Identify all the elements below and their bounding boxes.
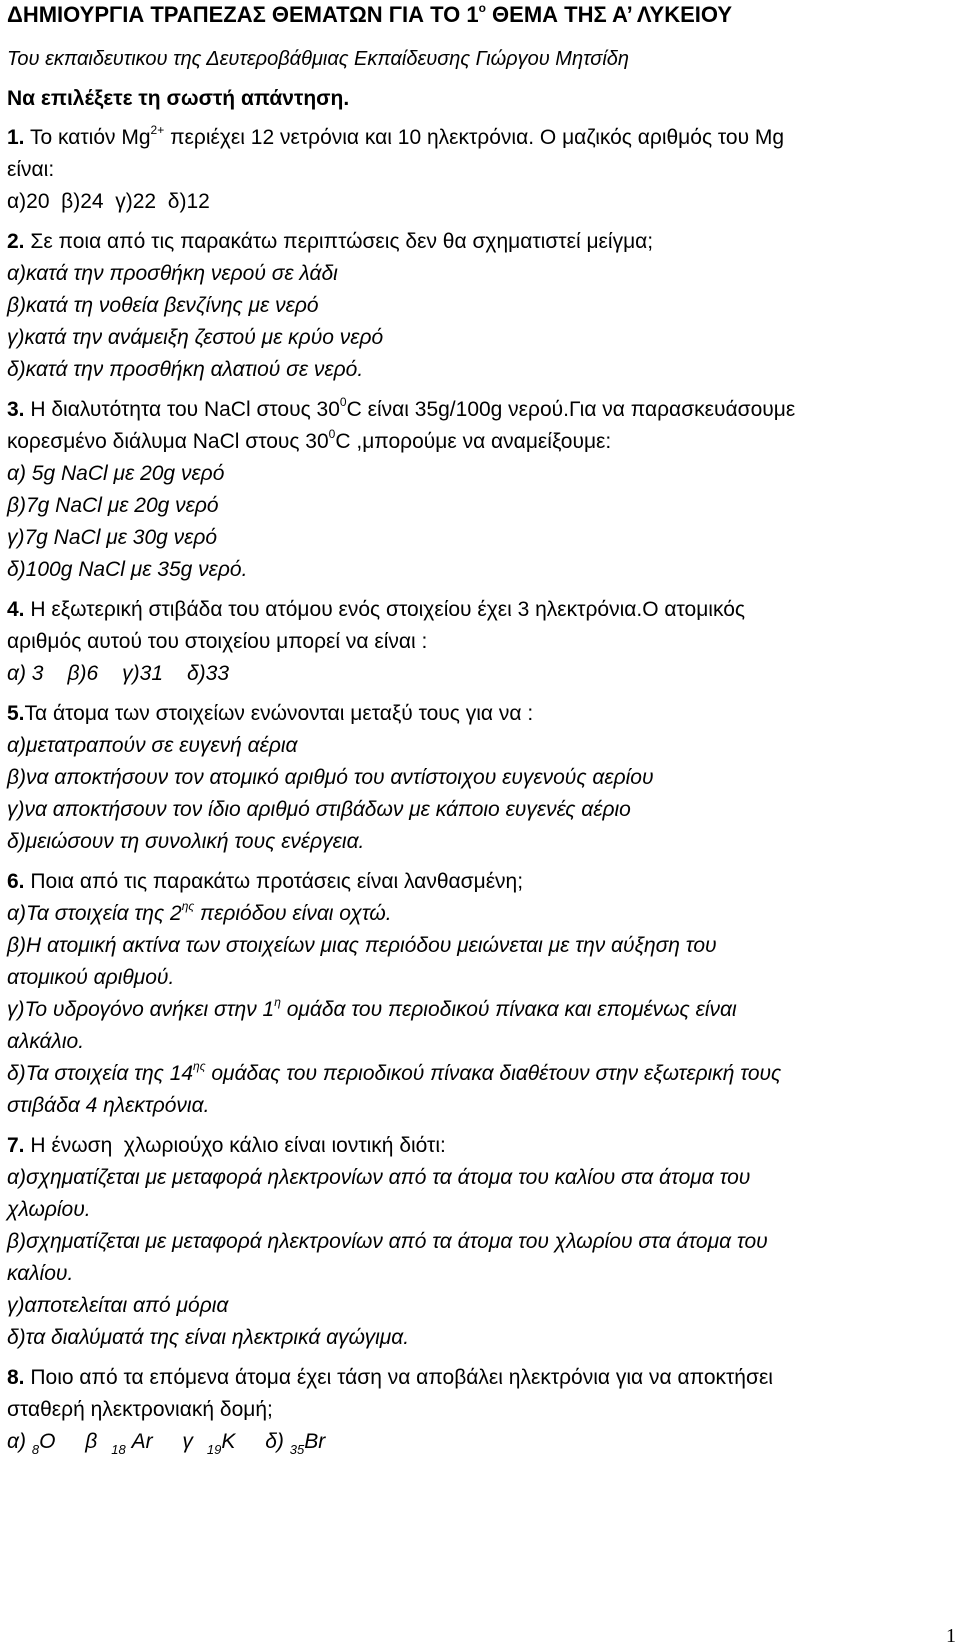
option-a: α)σχηματίζεται με μεταφορά ηλεκτρονίων από τα άτομα του καλίου στα άτομα του [7, 1166, 751, 1189]
question-1 [7, 122, 953, 218]
option-b: β)6 [67, 662, 99, 685]
question-1-stem [7, 122, 953, 154]
option-d: δ)κατά την προσθήκη αλατιού σε νερό. [7, 358, 364, 381]
option-c: γ)αποτελείται από μόρια [7, 1294, 229, 1317]
option-b: β)σχηματίζεται με μεταφορά ηλεκτρονίων από τα άτομα του χλωρίου στα άτομα του [7, 1230, 768, 1253]
stem-text: κορεσμένο διάλυμα NaCl στους 30 [7, 430, 329, 453]
title-text: ΔΗΜΙΟΥΡΓΙΑ ΤΡΑΠΕΖΑΣ ΘΕΜΑΤΩΝ ΓΙΑ ΤΟ 1 [7, 2, 479, 27]
document-subtitle: Του εκπαιδευτικου της Δευτεροβάθμιας Εκπαίδευσης Γιώργου Μητσίδη [7, 48, 629, 70]
option-d [7, 1058, 953, 1090]
stem-text: Ποιο από τα επόμενα άτομα έχει τάση να αποβάλει ηλεκτρόνια για να αποκτήσει [24, 1366, 773, 1389]
option-a-cont: χλωρίου. [7, 1198, 91, 1221]
option-b-cont: ατομικού αριθμού. [7, 966, 175, 989]
element-symbol: Ar [131, 1430, 153, 1453]
atomic-number-subscript: 35 [289, 1442, 305, 1457]
option-b [85, 1430, 153, 1457]
option-d-cont: στιβάδα 4 ηλεκτρόνια. [7, 1094, 210, 1117]
option-d: δ)100g NaCl με 35g νερό. [7, 558, 248, 581]
question-3 [7, 394, 953, 586]
question-3-stem [7, 394, 953, 426]
title-superscript: ο [478, 1, 486, 15]
option-d: δ)μειώσουν τη συνολική τους ενέργεια. [7, 830, 365, 853]
question-7 [7, 1130, 953, 1354]
ordinal-superscript: η [274, 995, 281, 1009]
option-c [182, 1430, 236, 1457]
ordinal-superscript: ης [193, 1059, 206, 1073]
instruction-text: Να επιλέξετε τη σωστή απάντηση. [7, 87, 350, 110]
option-c: γ)να αποκτήσουν τον ίδιο αριθμό στιβάδων με κάποιο ευγενές αέριο [7, 798, 631, 821]
stem-text: Η εξωτερική στιβάδα του ατόμου ενός στοιχείου έχει 3 ηλεκτρόνια.Ο ατομικός [24, 598, 746, 621]
option-label: β [85, 1430, 98, 1453]
page-number: 1 [946, 1625, 956, 1647]
option-b: β)να αποκτήσουν τον ατομικό αριθμό του αντίστοιχου ευγενούς αερίου [7, 766, 654, 789]
question-number: 5. [7, 702, 25, 725]
option-b-cont: καλίου. [7, 1262, 74, 1285]
option-a [7, 1430, 56, 1457]
question-6-stem [7, 866, 953, 898]
question-number: 4. [7, 598, 25, 621]
question-5-stem [7, 698, 953, 730]
option-a: α)μετατραπούν σε ευγενή αέρια [7, 734, 298, 757]
document-page [7, 0, 953, 1458]
option-d: δ)τα διαλύματά της είναι ηλεκτρικά αγώγιμα. [7, 1326, 410, 1349]
charge-superscript: 2+ [150, 123, 165, 137]
atomic-number-subscript: 8 [31, 1442, 40, 1457]
option-b: β)Η ατομική ακτίνα των στοιχείων μιας περιόδου μειώνεται με την αύξηση του [7, 934, 717, 957]
option-text: ομάδα του περιοδικού πίνακα και επομένως είναι [280, 998, 737, 1021]
option-text: γ)Το υδρογόνο ανήκει στην 1 [7, 998, 275, 1021]
option-c-cont: αλκάλιο. [7, 1030, 85, 1053]
question-8-stem [7, 1362, 953, 1394]
stem-text: Ποια από τις παρακάτω προτάσεις είναι λανθασμένη; [24, 870, 524, 893]
option-text: δ)Τα στοιχεία της 14 [7, 1062, 194, 1085]
question-4 [7, 594, 953, 690]
option-label: γ [182, 1430, 193, 1453]
ordinal-superscript: ης [181, 899, 195, 913]
question-4-stem [7, 594, 953, 626]
stem-text: Σε ποια από τις παρακάτω περιπτώσεις δεν θα σχηματιστεί μείγμα; [24, 230, 654, 253]
question-7-stem [7, 1130, 953, 1162]
question-number: 6. [7, 870, 25, 893]
option-c: γ)31 [122, 662, 164, 685]
title-text-end: ΘΕΜΑ ΤΗΣ Α’ ΛΥΚΕΙΟΥ [485, 2, 733, 27]
question-1-stem-cont: είναι: [7, 158, 55, 181]
option-a [7, 898, 953, 930]
degree-superscript: 0 [339, 395, 347, 409]
option-b: β)κατά τη νοθεία βενζίνης με νερό [7, 294, 319, 317]
option-label: α) [7, 1430, 26, 1453]
atomic-number-subscript: 18 [111, 1442, 126, 1457]
document-title [7, 0, 953, 30]
question-8-options [7, 1426, 953, 1458]
option-a: α)κατά την προσθήκη νερού σε λάδι [7, 262, 338, 285]
option-text: ομάδας του περιοδικού πίνακα διαθέτουν στην εξωτερική τους [205, 1062, 782, 1085]
question-8 [7, 1362, 953, 1458]
option-label: δ) [265, 1430, 284, 1453]
stem-text: C είναι 35g/100g νερού.Για να παρασκευάσουμε [346, 398, 796, 421]
question-2-stem [7, 226, 953, 258]
question-number: 2. [7, 230, 25, 253]
question-6 [7, 866, 953, 1122]
stem-text: περιέχει 12 νετρόνια και 10 ηλεκτρόνια. Ο μαζικός αριθμός του Mg [164, 126, 785, 149]
question-number: 1. [7, 126, 25, 149]
option-text: α)Τα στοιχεία της 2 [7, 902, 182, 925]
question-4-options [7, 658, 953, 690]
stem-text: Η διαλυτότητα του NaCl στους 30 [24, 398, 340, 421]
question-1-options: α)20 β)24 γ)22 δ)12 [7, 190, 210, 213]
option-a: α) 3 [7, 662, 44, 685]
option-d: δ)33 [187, 662, 230, 685]
question-3-stem-cont [7, 426, 953, 458]
atomic-number-subscript: 19 [206, 1442, 222, 1457]
option-c: γ)κατά την ανάμειξη ζεστού με κρύο νερό [7, 326, 384, 349]
stem-text: Το κατιόν Mg [24, 126, 151, 149]
stem-text: Τα άτομα των στοιχείων ενώνονται μεταξύ τους για να : [24, 702, 534, 725]
option-b: β)7g NaCl με 20g νερό [7, 494, 219, 517]
element-symbol: O [39, 1430, 56, 1453]
question-2 [7, 226, 953, 386]
stem-text: Η ένωση χλωριούχο κάλιο είναι ιοντική διότι: [24, 1134, 446, 1157]
option-text: περιόδου είναι οχτώ. [194, 902, 392, 925]
question-4-stem-cont: αριθμός αυτού του στοιχείου μπορεί να είναι : [7, 630, 428, 653]
degree-superscript: 0 [328, 427, 336, 441]
question-number: 8. [7, 1366, 25, 1389]
option-d [265, 1430, 326, 1457]
element-symbol: K [221, 1430, 236, 1453]
element-symbol: Br [304, 1430, 326, 1453]
question-number: 3. [7, 398, 25, 421]
option-c [7, 994, 953, 1026]
question-8-stem-cont: σταθερή ηλεκτρονιακή δομή; [7, 1398, 273, 1421]
stem-text: C ,μπορούμε να αναμείξουμε: [335, 430, 612, 453]
option-a: α) 5g NaCl με 20g νερό [7, 462, 225, 485]
question-5 [7, 698, 953, 858]
option-c: γ)7g NaCl με 30g νερό [7, 526, 218, 549]
question-number: 7. [7, 1134, 25, 1157]
